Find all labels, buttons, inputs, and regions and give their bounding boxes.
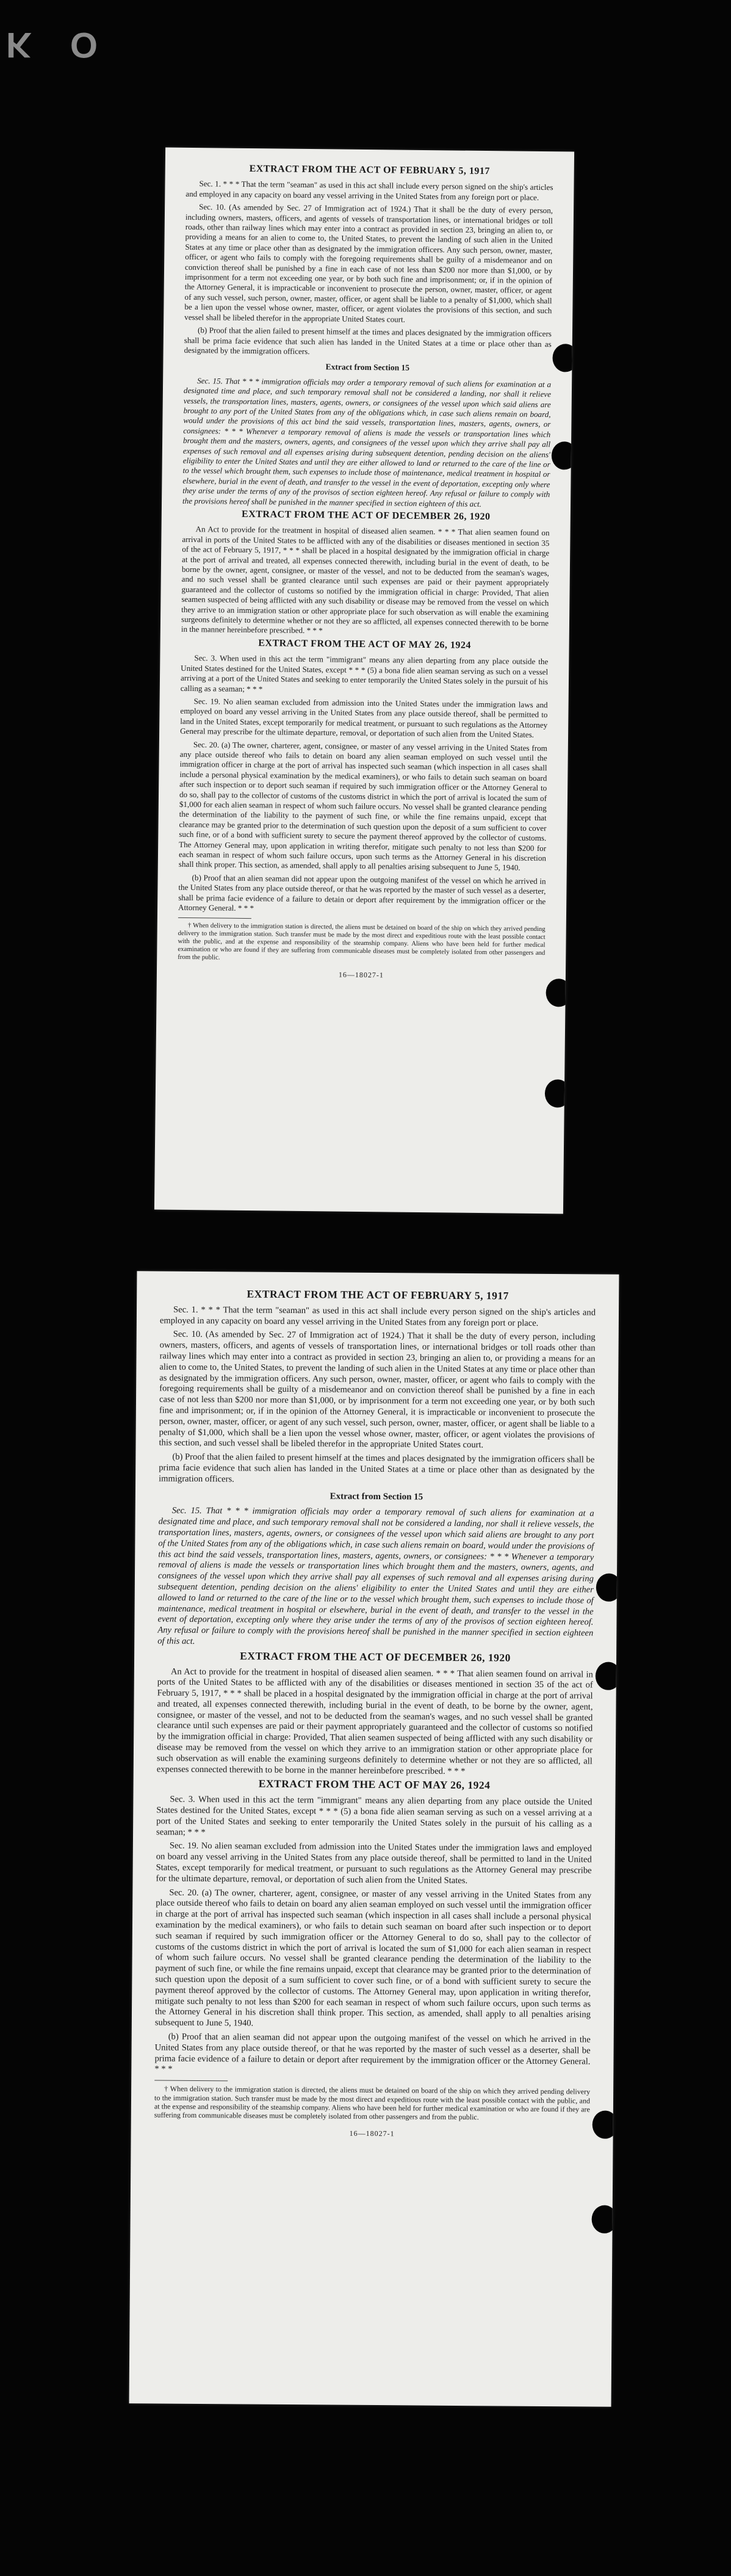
paragraph-sec-10: Sec. 10. (As amended by Sec. 27 of Immigration act of 1924.) That it shall be the duty of every person, including owners, masters, officers, and agents of vessels of transportation lines, or international bridges or toll roads, other than railway lines which may enter into a contract as provided in section 23, bringing an alien to, or providing a means for an alien to come to, the United States, to prevent the landing of such alien in the United States at any time or place other than as designated by the immigration officers. Any such person, owner, master, officer, or agent who fails to comply with the foregoing requirements shall be guilty of a misdemeanor and on conviction thereof shall be punished by a fine in each case of not less than $200 nor more than $1,000, or by imprisonment for a term not exceeding one year, or by both such fine and imprisonment; or, if in the opinion of the Attorney General, it is impracticable or inconvenient to prosecute the person, owner, master, officer, or agent of any such vessel, such person, owner, master, officer, or agent shall be liable to a penalty of $1,000, which shall be a lien upon the vessel whose owner, master, officer, or agent violates the provisions of this section, and such vessel shall be libeled therefor in the appropriate United States court. [184,202,553,324]
act-title-1924: EXTRACT FROM THE ACT OF MAY 26, 1924 [258,638,472,651]
punch-hole [552,441,574,469]
act-title-1924: EXTRACT FROM THE ACT OF MAY 26, 1924 [258,1778,491,1792]
form-code: 16—18027-1 [349,2129,395,2138]
paragraph-sec-15: Sec. 15. That * * * immigration officials may order a temporary removal of such aliens for examination at a designated time and place, and such temporary removal shall not be considered a landing, nor shall it relieve vessels, the transportation lines, masters, agents, owners, or consignees of the vessel upon which said aliens are brought to any port of the United States from any of the obligations which, in case such aliens remain on board, would under the provisions of this act bind the said vessels, transportation lines, masters, agents, owners, or consignees: * * * Whenever a temporary removal of aliens is made the vessels or transportation lines which brought them and the masters, owners, agents, and consignees of the vessel upon which they arrive shall pay all expenses of such removal and all expenses arising during subsequent detention, pending decision on the aliens' eligibility to enter the United States and until they are either allowed to land or returned to the care of the line or to the vessel which brought them, such expenses to include those of maintenance, medical treatment in hospital or elsewhere, burial in the event of death, and transfer to the vessel in the event of deportation, excepting only where they arise under the terms of any of the provisos of section eighteen hereof. Any refusal or failure to comply with the provisions hereof shall be punished in the manner specified in section eighteen of this act. [182,375,552,508]
footnote-divider [178,917,251,919]
film-frame-marker [6,24,98,65]
form-code: 16—18027-1 [338,971,384,980]
act-title-1920: EXTRACT FROM THE ACT OF DECEMBER 26, 1920 [241,508,491,523]
act-title-1920: EXTRACT FROM THE ACT OF DECEMBER 26, 1920 [240,1649,511,1664]
paragraph-sec-10-b: (b) Proof that the alien failed to present himself at the times and places designated by the immigration officers shall be prima facie evidence that such alien has landed in the United States at a time or place other than as designated by the immigration officers. [184,325,552,356]
paragraph-sec-10-b: (b) Proof that the alien failed to present himself at the times and places designated by the immigration officers shall be prima facie evidence that such alien has landed in the United States at a time or place other than as designated by the immigration officers. [159,1452,595,1485]
footnote-divider [154,2080,228,2082]
paragraph-act-1920: An Act to provide for the treatment in hospital of diseased alien seamen. * * * That alien seamen found on arrival in ports of the United States to be afflicted with any of the disabilities or diseases mentioned in section 35 of the act of February 5, 1917, * * * shall be placed in a hospital designated by the immigration official in charge at the port of arrival and treated, all expenses connected therewith, including burial in the event of death, to be borne by the owner, agent, consignee, or master of the vessel, and not to be deducted from the seaman's wages, and no such vessel shall be granted clearance until such expenses are paid or their payment appropriately guaranteed and the collector of customs so notified by the immigration official in charge: Provided, That alien seamen suspected of being afflicted with any such disability or disease may be removed from the vessel on which they arrive to an immigration station or other appropriate place for such observation as will enable the examining surgeons definitely to determine whether or not they are so afflicted, all expenses connected therewith to be borne in the manner hereinbefore prescribed. * * * [156,1666,593,1776]
punch-hole [596,1662,619,1690]
footnote: † When delivery to the immigration station is directed, the aliens must be detained on board of the ship on which they arrived pending delivery to the immigration station. Such transfer must be made by the most direct and expeditious route with the least possible contact with the public, and at the expense and responsibility of the steamship company. Aliens who have been held for further medical examination or who are found if they are suffering from communicable diseases must be completely isolated from other passengers and from the public. [178,922,546,961]
paragraph-act-1920: An Act to provide for the treatment in hospital of diseased alien seamen. * * * That alien seamen found on arrival in ports of the United States to be afflicted with any of the disabilities or diseases mentioned in section 35 of the act of February 5, 1917, * * * shall be placed in a hospital designated by the immigration official in charge at the port of arrival and treated, all expenses connected therewith, including burial in the event of death, to be borne by the owner, agent, consignee, or master of the vessel, and not to be deducted from the seaman's wages, and no such vessel shall be granted clearance until such expenses are paid or their payment appropriately guaranteed and the collector of customs so notified by the immigration official in charge: Provided, That alien seamen suspected of being afflicted with any such disability or disease may be removed from the vessel on which they arrive to an immigration station or other appropriate place for such observation as will enable the examining surgeons definitely to determine whether or not they are so afflicted, all expenses connected therewith to be borne in the manner hereinbefore prescribed. * * * [181,524,550,635]
sheet-content [157,148,574,995]
paragraph-sec-3: Sec. 3. When used in this act the term "immigrant" means any alien departing from any place outside the United States destined for the United States, except * * * (5) a bona fide alien seaman serving as such on a vessel arriving at a port of the United States and seeking to enter temporarily the United States solely in the pursuit of his calling as a seaman; * * * [156,1794,592,1837]
punch-hole [592,2111,618,2139]
section-heading: Extract from Section 15 [325,362,410,373]
paragraph-sec-1: Sec. 1. * * * That the term "seaman" as used in this act shall include every person signed on the ship's articles and employed in any capacity on board any vessel arriving in the United States from any foreign port or place. [159,1304,596,1328]
paragraph-sec-15: Sec. 15. That * * * immigration officials may order a temporary removal of such aliens for examination at a designated time and place, and such temporary removal shall not be considered a landing, nor shall it relieve vessels, the transportation lines, masters, agents, owners, or consignees of the vessel upon which said aliens are brought to any port of the United States from any of the obligations which, in case such aliens remain on board, would under the provisions of this act bind the said vessels, transportation lines, masters, agents, owners, or consignees: * * * Whenever a temporary removal of aliens is made the vessels or transportation lines which brought them and the masters, owners, agents, and consignees of the vessel upon which they arrive shall pay all expenses of such removal and all expenses arising during subsequent detention, pending decision on the aliens' eligibility to enter the United States and until they are either allowed to land or returned to the care of the line or to the vessel which brought them, such expenses to include those of maintenance, medical treatment in hospital or elsewhere, burial in the event of death, and transfer to the vessel in the event of deportation, excepting only where they arise under the terms of any of the provisos of section eighteen hereof. Any refusal or failure to comply with the provisions hereof shall be punished in the manner specified in section eighteen of this act. [157,1506,594,1646]
paragraph-sec-20-b: (b) Proof that an alien seaman did not appear upon the outgoing manifest of the vessel on which he arrived in the United States from any place outside thereof, or that he was reported by the master of such vessel as a deserter, shall be prima facie evidence of a failure to detain or deport after requirement by the immigration officer or the Attorney General. * * * [178,872,546,913]
footnote: † When delivery to the immigration station is directed, the aliens must be detained on board of the ship on which they arrived pending delivery to the immigration station. Such transfer must be made by the most direct and expeditious route with the least possible contact with the public, and at the expense and responsibility of the steamship company. Aliens who have been held for further medical examination or who are found if they are suffering from communicable diseases must be completely isolated from other passengers and from the public. [154,2084,591,2122]
punch-hole [596,1574,619,1602]
paragraph-sec-20: Sec. 20. (a) The owner, charterer, agent, consignee, or master of any vessel arriving in the United States from any place outside thereof who fails to detain on board any alien seaman employed on such vessel until the immigration officer in charge at the port of arrival has inspected such seaman (which inspection in all cases shall include a personal physical examination by the medical examiners), or who fails to detain such seaman on board after such inspection or to deport such seaman if required by such immigration officer or the Attorney General to do so, shall pay to the collector of customs of the customs district in which the port of arrival is located the sum of $1,000 for each alien seaman in respect of whom such failure occurs. No vessel shall be granted clearance pending the determination of the liability to the payment of such fine, or while the fine remains unpaid, except that clearance may be granted prior to the determination of such question upon the deposit of a sum sufficient to cover such fine, or of a bond with sufficient surety to secure the payment thereof approved by the collector of customs. The Attorney General may, upon application in writing therefor, mitigate such penalty to not less than $200 for each seaman in respect of whom such failure occurs, upon such terms as the Attorney General in his discretion shall think proper. This section, as amended, shall apply to all penalties arising subsequent to June 5, 1940. [154,1887,592,2028]
punch-hole [552,344,574,372]
document-sheet-upper [154,148,574,1214]
paragraph-sec-1: Sec. 1. * * * That the term "seaman" as used in this act shall include every person signed on the ship's articles and employed in any capacity on board any vessel arriving in the United States from any foreign port or place. [185,179,553,202]
punch-hole [546,979,571,1007]
punch-hole [545,1079,571,1107]
document-sheet-lower [129,1271,619,2406]
section-heading: Extract from Section 15 [329,1491,423,1502]
document-title: EXTRACT FROM THE ACT OF FEBRUARY 5, 1917 [249,163,490,177]
paragraph-sec-19: Sec. 19. No alien seaman excluded from admission into the United States under the immigration laws and employed on board any vessel arriving in the United States from any place outside thereof, shall be permitted to land in the United States, except temporarily for medical treatment, or pursuant to such regulations as the Attorney General may prescribe for the ultimate departure, removal, or deportation of such alien from the United States. [180,696,548,740]
punch-hole [591,2205,617,2234]
film-mark-letter: O [70,25,98,65]
paragraph-sec-10: Sec. 10. (As amended by Sec. 27 of Immigration act of 1924.) That it shall be the duty of every person, including owners, masters, officers, and agents of vessels of transportation lines, or international bridges or toll roads other than railway lines which may enter into a contract as provided in section 23, bringing an alien to, or providing a means for an alien to come to, the United States, to prevent the landing of such alien in the United States at any time or place other than as designated by the immigration officers. Any such person, owner, master, officer, or agent who fails to comply with the foregoing requirements shall be guilty of a misdemeanor and on conviction thereof shall be punished by a fine in each case of not less than $200 nor more than $1,000, or by imprisonment for a term not exceeding one year, or by both such fine and imprisonment; or, if in the opinion of the Attorney General, it is impracticable or inconvenient to prosecute the person, owner, master, officer, or agent of any such vessel, such person, owner, master, officer, or agent shall be liable to a penalty of $1,000, which shall be a lien upon the vessel whose owner, master, officer, or agent violates the provisions of this section, and such vessel shall be libeled therefor in the appropriate United States court. [159,1330,596,1450]
paragraph-sec-19: Sec. 19. No alien seaman excluded from admission into the United States under the immigration laws and employed on board any vessel arriving in the United States from any place outside thereof, shall be permitted to land in the United States, except temporarily for medical treatment, or pursuant to such regulations as the Attorney General may prescribe for the ultimate departure, removal, or deportation of such alien from the United States. [156,1841,592,1886]
sheet-content [131,1271,619,2153]
document-title: EXTRACT FROM THE ACT OF FEBRUARY 5, 1917 [247,1287,509,1302]
film-mark-letter: K [6,25,32,65]
paragraph-sec-20: Sec. 20. (a) The owner, charterer, agent, consignee, or master of any vessel arriving in the United States from any place outside thereof who fails to detain on board any alien seaman employed on such vessel until the immigration officer in charge at the port of arrival has inspected such seaman (which inspection in all cases shall include a personal physical examination by the medical examiners), or who fails to detain such seaman on board after such inspection or to deport such seaman if required by such immigration officer or the Attorney General to do so, shall pay to the collector of customs of the customs district in which the port of arrival is located the sum of $1,000 for each alien seaman in respect of whom such failure occurs. No vessel shall be granted clearance pending the determination of the liability to the payment of such fine, or while the fine remains unpaid, except that clearance may be granted prior to the determination of such question upon the deposit of a sum sufficient to cover such fine, or of a bond with sufficient surety to secure the payment thereof approved by the collector of customs. The Attorney General may, upon application in writing therefor, mitigate such penalty to not less than $200 for each seaman in respect of whom such failure occurs, upon such terms as the Attorney General in his discretion shall think proper. This section, as amended, shall apply to all penalties arising subsequent to June 5, 1940. [178,739,547,873]
paragraph-sec-3: Sec. 3. When used in this act the term "immigrant" means any alien departing from any place outside the United States destined for the United States, except * * * (5) a bona fide alien seaman serving as such on a vessel arriving at a port of the United States and seeking to enter temporarily the United States solely in the pursuit of his calling as a seaman; * * * [180,653,549,693]
paragraph-sec-20-b: (b) Proof that an alien seaman did not appear upon the outgoing manifest of the vessel on which he arrived in the United States from any place outside thereof, or that he was reported by the master of such vessel as a deserter, shall be prima facie evidence of a failure to detain or deport after requirement by the immigration officer or the Attorney General. * * * [154,2031,591,2075]
